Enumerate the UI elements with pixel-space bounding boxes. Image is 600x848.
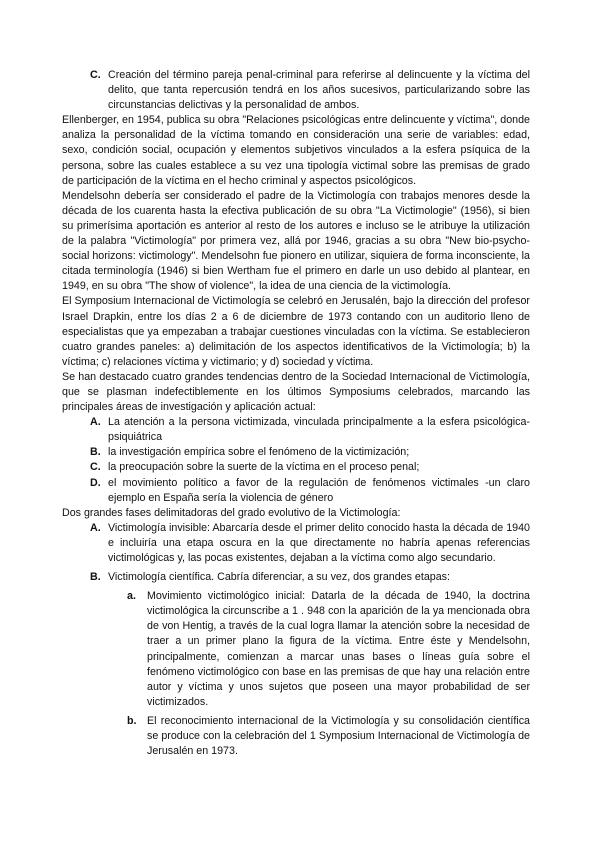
list-item-text: el movimiento político a favor de la regulación de fenómenos victimales -un claro ejemplo en España sería la violencia de género	[108, 476, 530, 504]
list-item-label: B.	[90, 571, 101, 584]
list-item	[62, 445, 530, 460]
list-item-text: Movimiento victimológico inicial: Datarla de la década de 1940, la doctrina victimológica la circunscribe a 1 . 948 con la aparición de la ya mencionada obra de von Hentig, a través de la cual logra llamar la atención sobre la necesidad de traer a un primer plano la figura de la víctima. Entre éste y Mendelsohn, principalmente, comienzan a marcar unas bases o líneas guía sobre el fenómeno victimológico con base en las premisas de que hay una relación entre autor y víctima y unos sujetos que poseen una mayor probabilidad de ser victimizados.	[147, 590, 530, 708]
list-item-text: Victimología científica. Cabría diferenciar, a su vez, dos grandes etapas:	[108, 571, 450, 584]
list-item-label: A.	[90, 521, 101, 534]
body-paragraph: Mendelsohn debería ser considerado el padre de la Victimología con trabajos menores desde la década de los cuarenta hasta la efectiva publicación de su obra "La Victimologie" (1956), si bien su primerísima aportación es anterior al resto de los autores e incluso se le atribuye la utilización de la palabra "Victimología" por primera vez, allá por 1946, gracias a su obra "New bio-psycho-social horizons: victimology". Mendelsohn fue pionero en utilizar, siquiera de forma inconsciente, la citada terminología (1946) si bien Wertham fue el primero en darle un uso debido al plantear, en 1949, en su obra "The show of violence", la idea de una ciencia de la victimología.	[62, 189, 530, 293]
body-paragraph: El Symposium Internacional de Victimología se celebró en Jerusalén, bajo la dirección del profesor Israel Drapkin, entre los días 2 a 6 de diciembre de 1973 contando con un auditorio lleno de especialistas que ya empezaban a trabajar cuestiones vinculadas con la víctima. Se establecieron cuatro grandes paneles: a) delimitación de los aspectos identificativos de la Victimología; b) la víctima; c) relaciones víctima y victimario; y d) sociedad y víctima.	[62, 295, 530, 368]
list-item-text: Creación del término pareja penal-criminal para referirse al delincuente y la víctima del delito, que tanta repercusión tendrá en los años sucesivos, particularizando sobre las circunstancias delictivas y la personalidad de ambos.	[108, 69, 530, 112]
list-item-text: El reconocimiento internacional de la Victimología y su consolidación científica se produce con la celebración del 1 Symposium Internacional de Victimología de Jerusalén en 1973.	[147, 714, 530, 758]
document-page	[62, 68, 530, 759]
list-item-label: C.	[90, 69, 101, 81]
body-paragraph: Se han destacado cuatro grandes tendencias dentro de la Sociedad Internacional de Victimología, que se plasman indefectiblemente en los últimos Symposiums celebrados, marcando las principales áreas de investigación y aplicación actual:	[62, 370, 530, 414]
list-item	[62, 415, 530, 445]
list-item-text: la preocupación sobre la suerte de la víctima en el proceso penal;	[108, 461, 420, 474]
list-item	[62, 570, 530, 585]
list-item	[62, 521, 530, 566]
list-item-label: B.	[90, 446, 101, 459]
list-item-label: A.	[90, 416, 101, 429]
list-item-label: D.	[90, 476, 101, 489]
list-item-label: C.	[90, 461, 101, 474]
list-item-text: la investigación empírica sobre el fenómeno de la victimización;	[108, 446, 410, 459]
body-paragraph: Ellenberger, en 1954, publica su obra "Relaciones psicológicas entre delincuente y víctima", donde analiza la personalidad de la víctima tomando en consideración una serie de variables: edad, sexo, condición social, ocupación y elementos subjetivos vinculados a la esfera psíquica de la persona, sobre las cuales establece a su vez una tipología victimal sobre las premisas de grado de participación de la víctima en el hecho criminal y aspectos psicológicos.	[62, 114, 530, 187]
list-item-text: La atención a la persona victimizada, vinculada principalmente a la esfera psicológica-psiquiátrica	[108, 416, 530, 444]
sub-list-item	[62, 714, 530, 759]
list-item	[62, 68, 530, 113]
body-paragraph: Dos grandes fases delimitadoras del grado evolutivo de la Victimología:	[62, 506, 401, 519]
list-item-label: b.	[127, 714, 137, 727]
list-item-label: a.	[127, 590, 136, 603]
list-item-text: Victimología invisible: Abarcaría desde el primer delito conocido hasta la década de 1940 e incluiría una etapa oscura en la que directamente no habría apenas referencias victimológicas y, las pocas existentes, dejaban a la víctima como algo secundario.	[108, 521, 530, 564]
sub-list-item	[62, 589, 530, 710]
list-item	[62, 476, 530, 506]
list-item	[62, 460, 530, 475]
